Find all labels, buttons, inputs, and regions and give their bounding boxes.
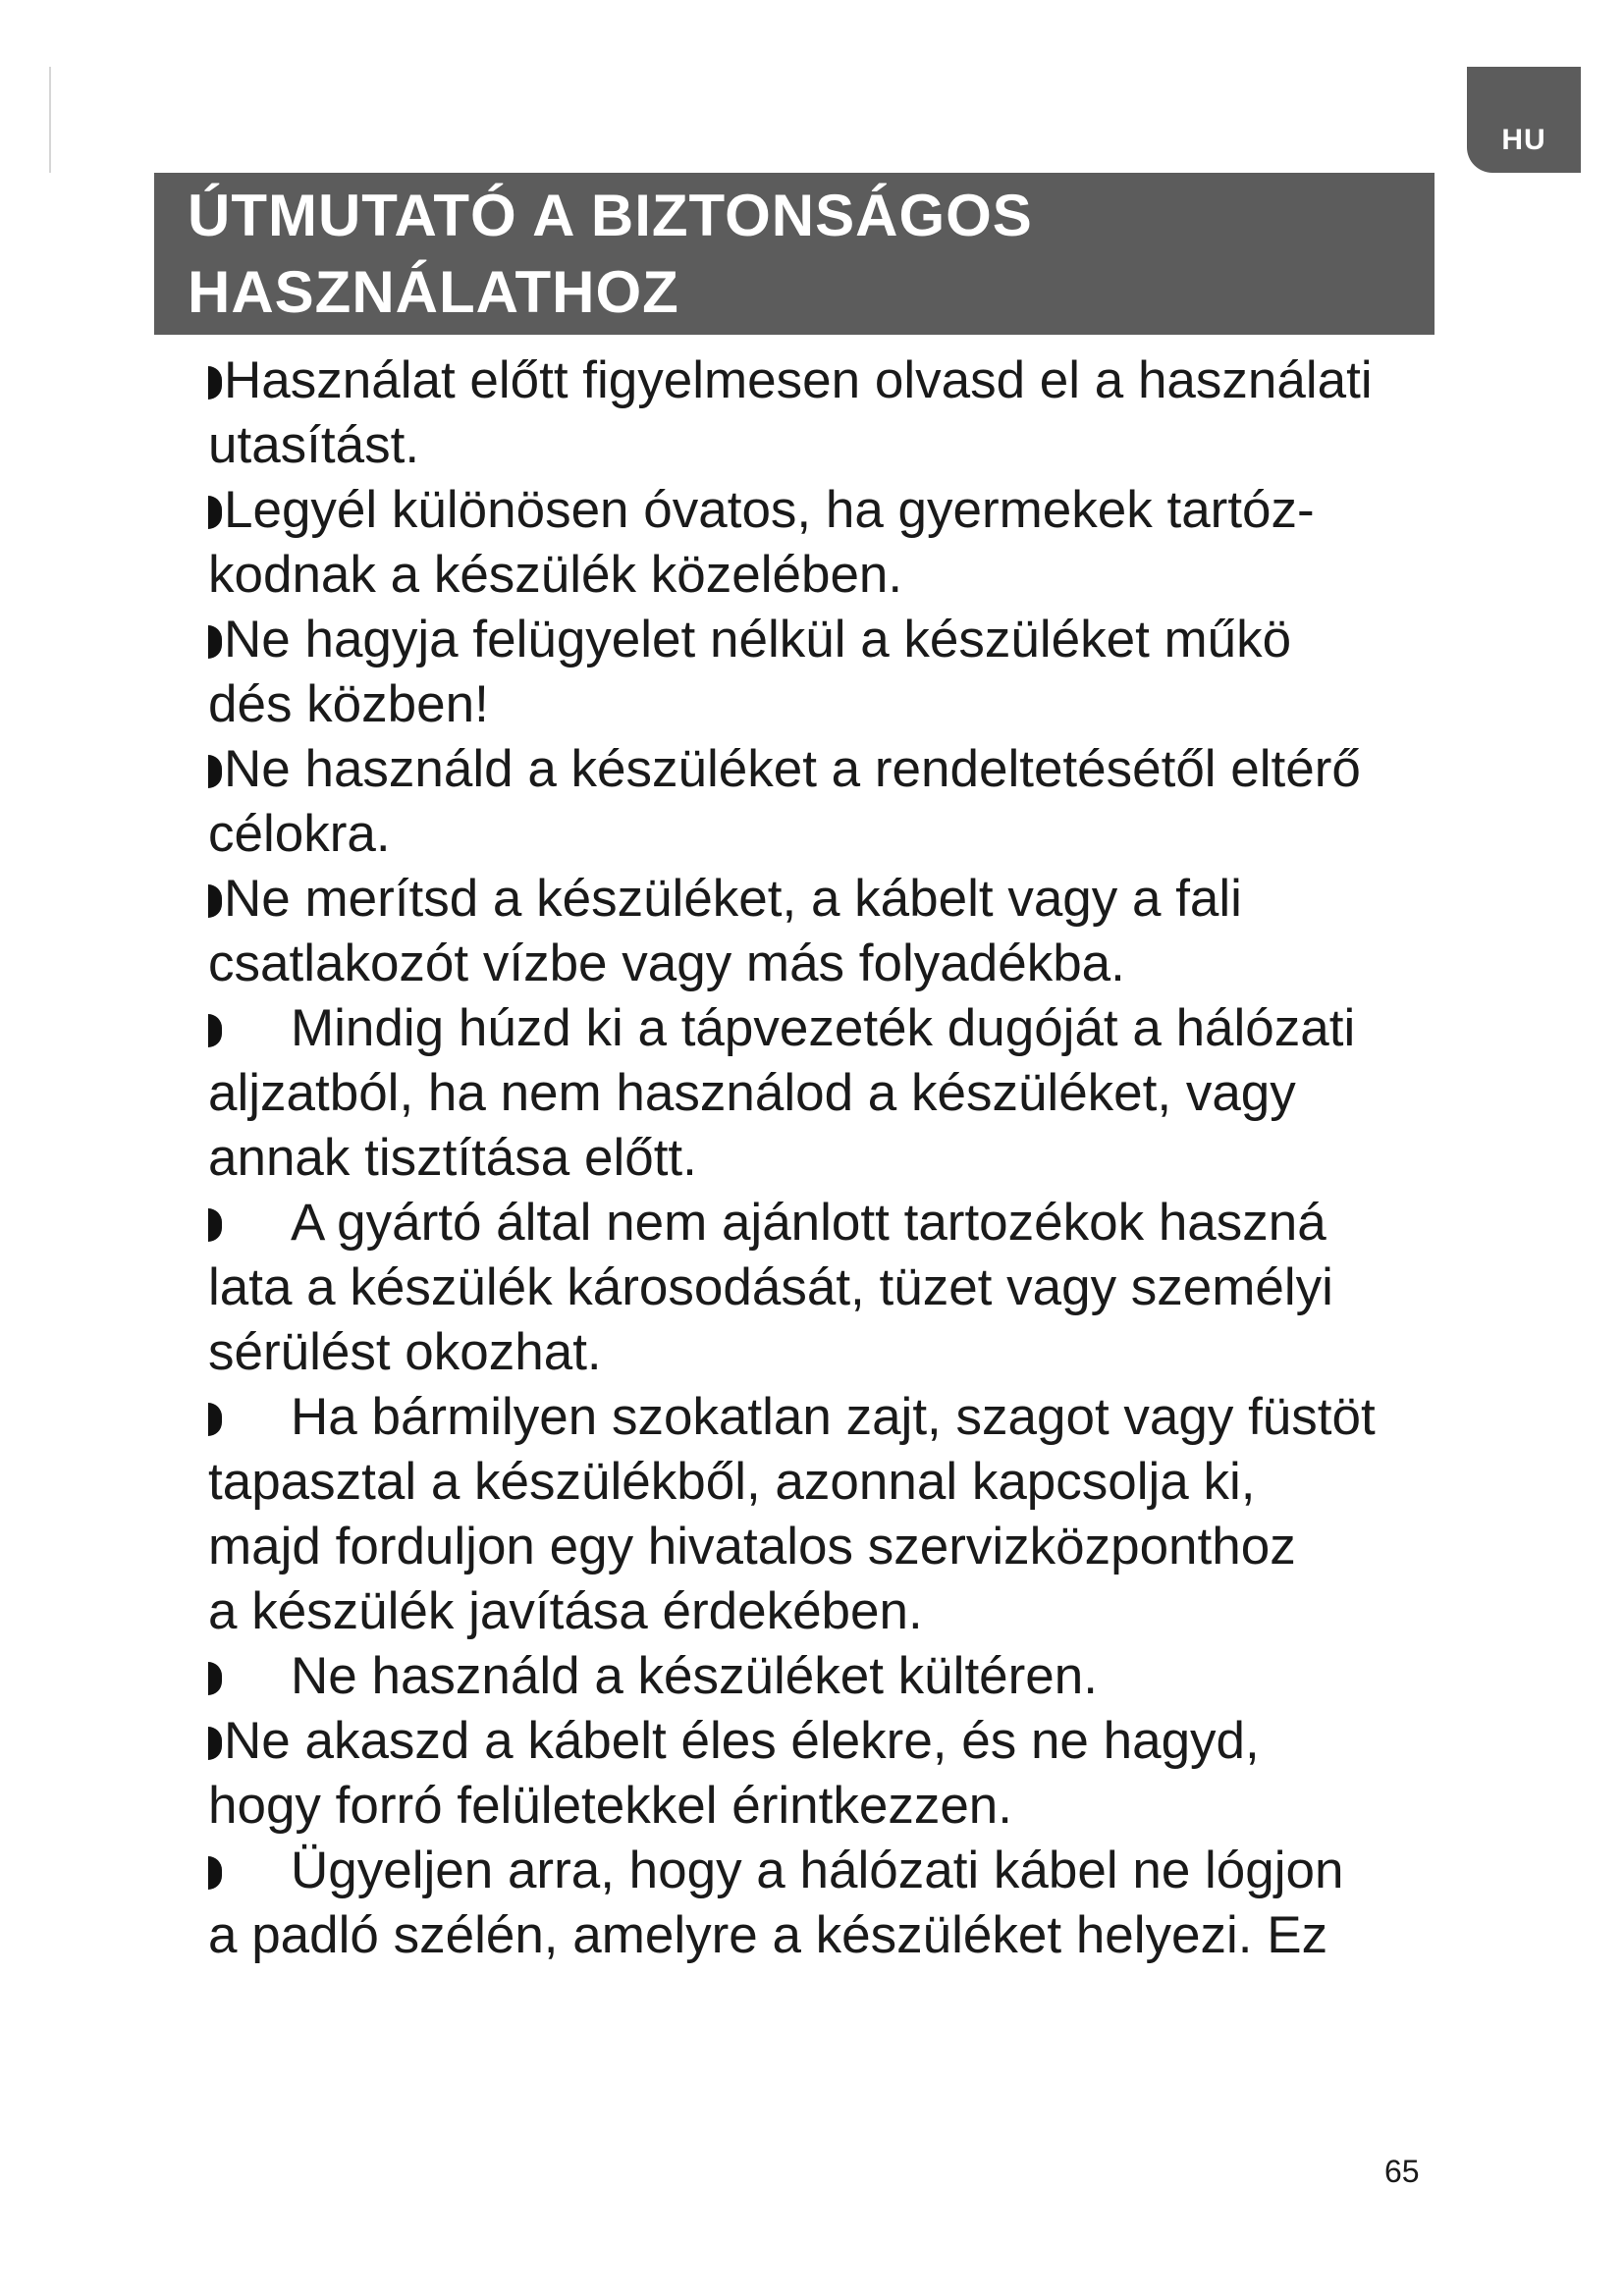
list-item-line [208,1255,1561,1320]
bullet-icon [208,1662,222,1695]
list-item [206,996,1561,1191]
list-item-line [208,1774,1561,1839]
list-item-line [208,1450,1561,1515]
list-item-text: A gyártó által nem ajánlott tartozékok haszná [291,1194,1326,1252]
safety-instructions-list [206,348,1561,1968]
list-item-text: majd forduljon egy hivatalos szervizközponthoz [208,1518,1296,1575]
list-item-text: utasítást. [208,416,420,474]
list-item-text: tapasztal a készülékből, azonnal kapcsolja ki, [208,1453,1256,1511]
list-item [206,608,1561,737]
bullet-icon [208,1014,222,1047]
list-item [206,1385,1561,1644]
list-item-text: annak tisztítása előtt. [208,1129,697,1187]
list-item [206,1191,1561,1385]
list-item [206,478,1561,608]
list-item-line [208,1709,1561,1774]
bullet-icon [208,1208,222,1242]
list-item-line [208,1191,1561,1255]
section-header [154,173,1435,335]
list-item-text: Ne merítsd a készüléket, a kábelt vagy a fali [224,870,1242,928]
bullet-icon [208,1403,222,1436]
list-item-line [208,413,1561,478]
language-tab-label: HU [1501,124,1546,156]
list-item [206,348,1561,478]
list-item-line [208,867,1561,932]
language-tab [1467,67,1581,173]
bullet-icon [208,1727,222,1760]
list-item-text: Mindig húzd ki a tápvezeték dugóját a hálózati [291,999,1356,1057]
list-item-line [208,478,1561,543]
list-item-line [208,1320,1561,1385]
bullet-icon [208,496,222,529]
bullet-icon [208,884,222,918]
list-item-text: dés közben! [208,675,489,733]
list-item [206,1644,1561,1709]
section-title-line-2: HASZNÁLATHOZ [188,258,679,325]
list-item-text: csatlakozót vízbe vagy más folyadékba. [208,934,1125,992]
list-item-text: célokra. [208,805,391,863]
list-item-text: a padló szélén, amelyre a készüléket helyezi. Ez [208,1906,1328,1964]
list-item-text: Ne akaszd a kábelt éles élekre, és ne hagyd, [224,1712,1260,1770]
list-item [206,737,1561,867]
list-item-text: aljzatból, ha nem használod a készüléket, vagy [208,1064,1296,1122]
margin-rule [49,67,51,173]
list-item [206,867,1561,996]
list-item-text: Ne használd a készüléket kültéren. [291,1647,1098,1705]
list-item-line [208,996,1561,1061]
list-item-line [208,1839,1561,1903]
list-item-line [208,1903,1561,1968]
section-title-line-1: ÚTMUTATÓ A BIZTONSÁGOS [188,182,1033,248]
list-item-line [208,1515,1561,1579]
bullet-icon [208,366,222,400]
list-item-line [208,1579,1561,1644]
list-item-text: kodnak a készülék közelében. [208,546,903,604]
bullet-icon [208,625,222,659]
list-item-line [208,1061,1561,1126]
list-item-line [208,672,1561,737]
list-item-text: a készülék javítása érdekében. [208,1582,923,1640]
bullet-icon [208,755,222,788]
list-item-text: sérülést okozhat. [208,1323,602,1381]
bullet-icon [208,1856,222,1890]
list-item-text: Legyél különösen óvatos, ha gyermekek tartóz- [224,481,1315,539]
list-item-line [208,802,1561,867]
list-item-text: lata a készülék károsodását, tüzet vagy személyi [208,1258,1333,1316]
list-item-line [208,1126,1561,1191]
list-item-line [208,737,1561,802]
list-item-line [208,348,1561,413]
list-item [206,1839,1561,1968]
list-item-line [208,543,1561,608]
list-item-text: Használat előtt figyelmesen olvasd el a használati [224,351,1373,409]
list-item-line [208,1644,1561,1709]
list-item-text: Ne használd a készüléket a rendeltetésétől eltérő [224,740,1361,798]
list-item-line [208,608,1561,672]
list-item [206,1709,1561,1839]
list-item-text: Ha bármilyen szokatlan zajt, szagot vagy füstöt [291,1388,1376,1446]
page-number: 65 [1384,2154,1420,2189]
list-item-text: Ne hagyja felügyelet nélkül a készüléket műkö [224,611,1292,668]
list-item-line [208,1385,1561,1450]
list-item-line [208,932,1561,996]
list-item-text: Ügyeljen arra, hogy a hálózati kábel ne lógjon [291,1842,1344,1899]
list-item-text: hogy forró felületekkel érintkezzen. [208,1777,1012,1835]
